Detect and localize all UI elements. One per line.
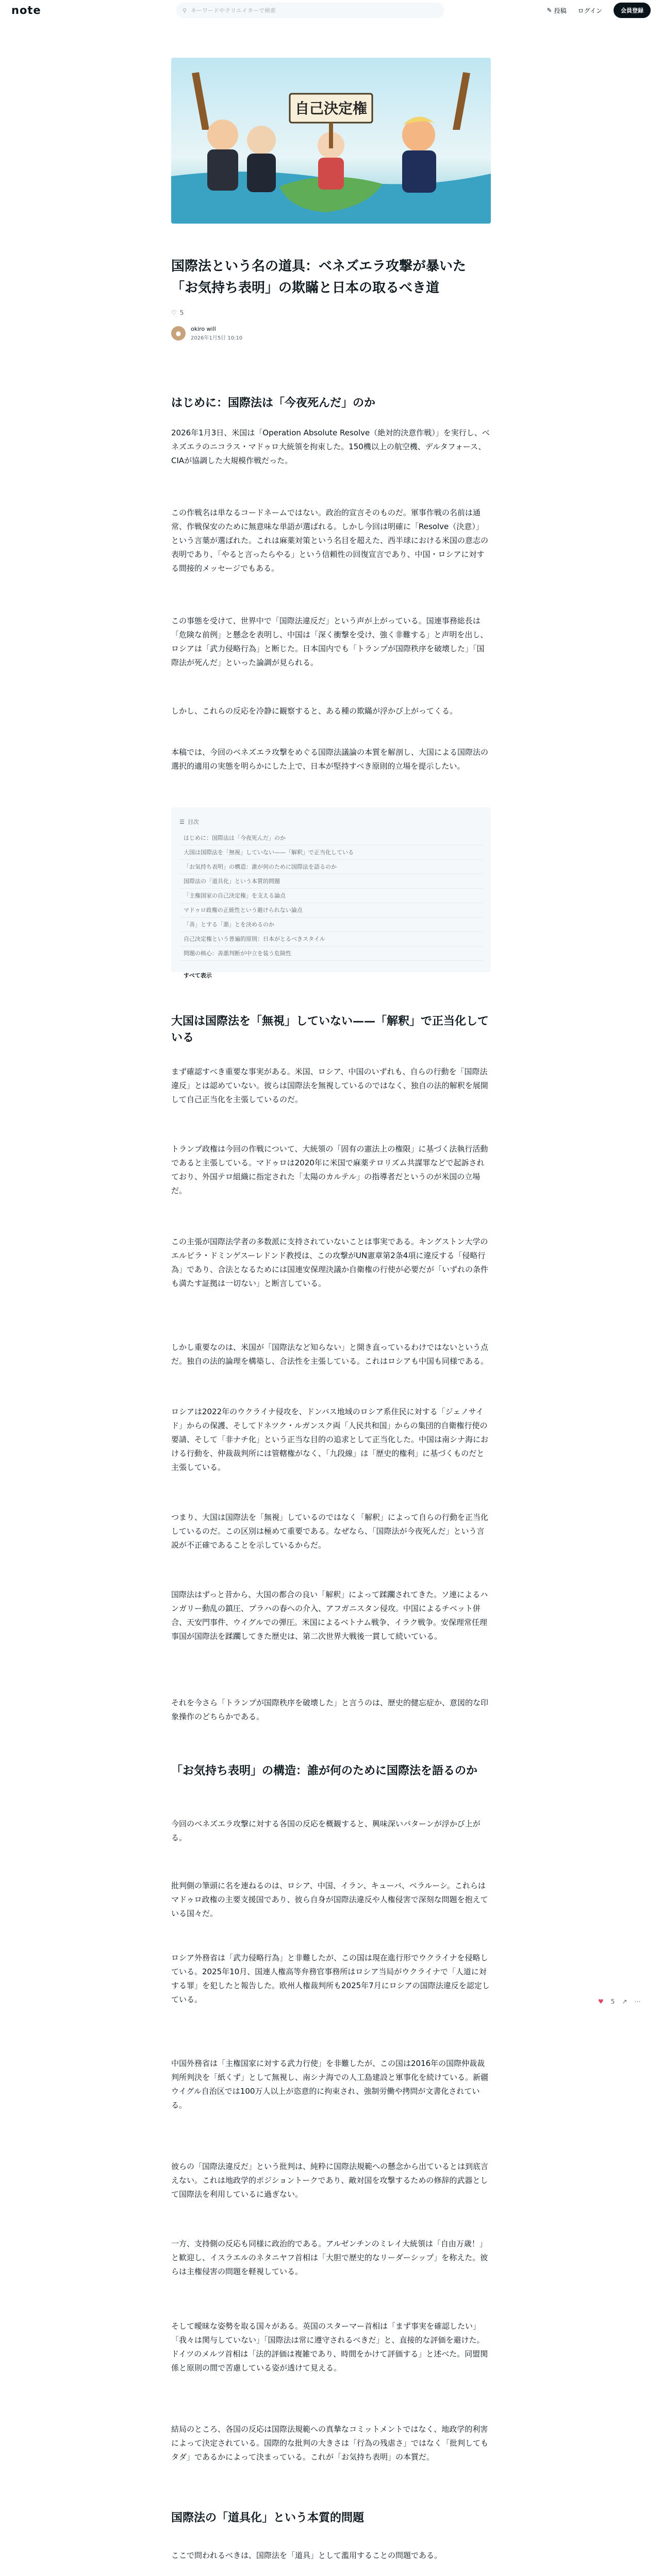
- search-icon: ⚲: [183, 7, 187, 14]
- paragraph: そして曖昧な姿勢を取る国々がある。英国のスターマー首相は「まず事実を確認したい」「我々は関与していない」「国際法は常に遵守されるべきだ」と、直接的な評価を避けた。ドイツのメルツ首相は「法的評価は複雑であり、時間をかけて評価する」と述べた。同盟関係と原則の間で苦慮している姿が透けて見える。: [171, 2321, 488, 2372]
- toc-item[interactable]: はじめに：国際法は「今夜死んだ」のか: [179, 831, 483, 845]
- list-icon: ☰: [179, 818, 185, 825]
- heart-icon[interactable]: ♡: [171, 309, 177, 316]
- paragraph: 2026年1月3日、米国は「Operation Absolute Resolve（絶対的決意作戦）」を実行し、ベネズエラのニコラス・マドゥロ大統領を拘束した。150機以上の航空機、デルタフォース、CIAが協調した大規模作戦だった。: [171, 428, 490, 465]
- paragraph: トランプ政権は今回の作戦について、大統領の「固有の憲法上の権限」に基づく法執行活動であると主張している。マドゥロは2020年に米国で麻薬テロリズム共謀罪などで起訴されており、外国テロ組織に指定された「太陽のカルテル」の指導者だというのが米国の立場だ。: [171, 1144, 488, 1195]
- publish-date: 2026年1月5日 10:10: [191, 335, 243, 341]
- paragraph: 彼らの「国際法違反だ」という批判は、純粋に国際法規範への懸念から出ているとは到底言えない。これは地政学的ポジショントークであり、敵対国を攻撃するための修辞的武器として国際法を利用しているに過ぎない。: [171, 2162, 489, 2199]
- paragraph: ロシア外務省は「武力侵略行為」と非難したが、この国は現在進行形でウクライナを侵略している。2025年10月、国連人権高等弁務官事務所はロシア当局がウクライナで「人道に対する罪」を犯したと報告した。欧州人権裁判所も2025年7月にロシアの国際法違反を認定している。: [171, 1953, 490, 2004]
- login-link[interactable]: ログイン: [577, 7, 602, 14]
- section-1: [171, 395, 491, 412]
- share-icon[interactable]: ↗: [622, 1998, 627, 2005]
- search-input[interactable]: キーワードやクリエイターで検索: [191, 7, 276, 14]
- paragraph: 批判側の筆頭に名を連ねるのは、ロシア、中国、イラン、キューバ、ベラルーシ。これらはマドゥロ政権の主要支援国であり、彼ら自身が国際法違反や人権侵害で深刻な問題を抱えている国々だ。: [171, 1881, 488, 1918]
- author-name[interactable]: okiro will: [191, 326, 216, 332]
- search-box[interactable]: [176, 3, 444, 18]
- paragraph: この作戦名は単なるコードネームではない。政治的宣言そのものだ。軍事作戦の名前は通常、作戦保安のために無意味な単語が選ばれる。しかし今回は明確に「Resolve（決意）」という言葉が選ばれた。これは麻薬対策という名目を超えた、西半球における米国の意志の表明であり、「やると言ったらやる」という信頼性の回復宣言であり、中国・ロシアに対する間接的メッセージでもある。: [171, 508, 489, 573]
- like-area[interactable]: [171, 309, 491, 316]
- paragraph: しかし、これらの反応を冷静に観察すると、ある種の欺瞞が浮かび上がってくる。: [171, 706, 458, 716]
- paragraph: 結局のところ、各国の反応は国際法規範への真摯なコミットメントではなく、地政学的利害によって決定されている。国際的な批判の大きさは「行為の残虐さ」ではなく「批判してもタダ」であるかによって決まっている。これが「お気持ち表明」の本質だ。: [171, 2425, 489, 2462]
- eyecatch-illustration: [171, 58, 491, 224]
- article-main: [171, 58, 491, 2560]
- toc-item[interactable]: 大国は国際法を「無視」していない——「解釈」で正当化している: [179, 845, 483, 860]
- toc-item[interactable]: マドゥロ政権の正統性という避けられない論点: [179, 903, 483, 918]
- paragraph: 今回のベネズエラ攻撃に対する各国の反応を概観すると、興味深いパターンが浮かび上がる。: [171, 1819, 481, 1842]
- section-3: [171, 1763, 491, 1780]
- paragraph: 中国外務省は「主権国家に対する武力行使」を非難したが、この国は2016年の国際仲裁裁判所判決を「紙くず」として無視し、南シナ海での人工島建設と軍事化を続けている。新疆ウイグル自治区では100万人以上が恣意的に拘束され、強制労働や拷問が文書化されている。: [171, 2059, 489, 2110]
- toc-item[interactable]: 自己決定権という普遍的原則：日本がとるべきスタイル: [179, 932, 483, 946]
- eyecatch-sign-text: 自己決定権: [294, 100, 368, 117]
- section-4: [171, 2510, 491, 2527]
- paragraph: ここで問われるべきは、国際法を「道具」として濫用することの問題である。: [171, 2551, 442, 2560]
- avatar[interactable]: ●: [171, 326, 186, 341]
- toc-item[interactable]: 「お気持ち表明」の構造：誰が何のために国際法を語るのか: [179, 860, 483, 874]
- section-heading: はじめに：国際法は「今夜死んだ」のか: [171, 397, 376, 410]
- toc-item[interactable]: 「善」とする「悪」とを決めるのか: [179, 918, 483, 932]
- paragraph: それを今さら「トランプが国際秩序を破壊した」と言うのは、歴史的健忘症か、意図的な印象操作のどちらかである。: [171, 1698, 489, 1721]
- toc-item[interactable]: 「主権国家の自己決定権」を支える論点: [179, 889, 483, 903]
- section-heading: 大国は国際法を「無視」していない——「解釈」で正当化している: [171, 1015, 489, 1044]
- note-logo[interactable]: note: [11, 4, 41, 16]
- article-title: 国際法という名の道具：ベネズエラ攻撃が暴いた「お気持ち表明」の欺瞞と日本の取るべき道: [171, 259, 467, 296]
- paragraph: しかし重要なのは、米国が「国際法など知らない」と開き直っているわけではないという点だ。独自の法的論理を構築し、合法性を主張している。これはロシアも中国も同様である。: [171, 1343, 489, 1366]
- paragraph: ロシアは2022年のウクライナ侵攻を、ドンバス地域のロシア系住民に対する「ジェノサイド」からの保護、そしてドネツク・ルガンスク両「人民共和国」からの集団的自衛権行使の要請、そして「非ナチ化」という正当な目的の追求として正当化した。中国は南シナ海における行動を、仲裁裁判所には管轄権がなく、「九段線」は「歴史的権利」に基づくものだと主張している。: [171, 1407, 489, 1472]
- paragraph: 一方、支持側の反応も同様に政治的である。アルゼンチンのミレイ大統領は「自由万歳！」と歓迎し、イスラエルのネタニヤフ首相は「大胆で歴史的なリーダーシップ」を称えた。彼らは主権侵害の問題を軽視している。: [171, 2239, 488, 2276]
- paragraph: 国際法はずっと昔から、大国の都合の良い「解釈」によって蹂躙されてきた。ソ連によるハンガリー動乱の鎮圧、プラハの春への介入、アフガニスタン侵攻。中国によるチベット併合、天安門事件、ウイグルでの弾圧。米国によるベトナム戦争、イラク戦争。安保理常任理事国が国際法を蹂躙してきた歴史は、第二次世界大戦後一貫して続いている。: [171, 1590, 488, 1641]
- post-button[interactable]: ✎ 投稿: [547, 7, 567, 14]
- paragraph: まず確認すべき重要な事実がある。米国、ロシア、中国のいずれも、自らの行動を「国際法違反」とは認めていない。彼らは国際法を無視しているのではなく、独自の法的解釈を展開して自己正当化を主張しているのだ。: [171, 1067, 488, 1104]
- signup-button[interactable]: 会員登録: [614, 3, 651, 18]
- paragraph: つまり、大国は国際法を「無視」しているのではなく「解釈」によって自らの行動を正当化しているのだ。この区別は極めて重要である。なぜなら、「国際法が今夜死んだ」という言説が不正確であることを示しているからだ。: [171, 1513, 489, 1550]
- section-2: [171, 1013, 491, 1046]
- pen-icon: ✎: [547, 7, 552, 14]
- like-count: 5: [179, 309, 184, 316]
- author-block[interactable]: [171, 326, 491, 341]
- like-count: 5: [610, 1998, 615, 2005]
- paragraph: 本稿では、今回のベネズエラ攻撃をめぐる国際法議論の本質を解剖し、大国による国際法の選択的適用の実態を明らかにした上で、日本が堅持すべき原則的立場を提示したい。: [171, 748, 489, 771]
- toc-show-all-button[interactable]: すべて表示: [184, 972, 212, 979]
- eyecatch-image: [171, 58, 491, 224]
- paragraph: この主張が国際法学者の多数派に支持されていないことは事実である。キングストン大学のエルビラ・ドミンゲスーレドンド教授は、この攻撃がUN憲章第2条4項に違反する「侵略行為」であり、合法となるためには国連安保理決議か自衛権の行使が必要だが「いずれの条件も満たす証拠は一切ない」と断言している。: [171, 1237, 489, 1288]
- section-heading: 国際法の「道具化」という本質的問題: [171, 2512, 365, 2524]
- toc-item[interactable]: 国際法の「道具化」という本質的問題: [179, 874, 483, 889]
- floating-actions: [598, 1998, 640, 2005]
- more-icon[interactable]: ⋯: [634, 1998, 641, 2005]
- section-heading: 「お気持ち表明」の構造：誰が何のために国際法を語るのか: [171, 1765, 478, 1777]
- paragraph: この事態を受けて、世界中で「国際法違反だ」という声が上がっている。国連事務総長は「危険な前例」と懸念を表明し、中国は「深く衝撃を受け、強く非難する」と声明を出し、ロシアは「武力侵略行為」と断じた。日本国内でも「トランプが国際秩序を破壊した」「国際法が死んだ」といった論調が見られる。: [171, 616, 488, 667]
- heart-icon[interactable]: ♥: [598, 1998, 604, 2005]
- site-header: [0, 0, 662, 21]
- toc-header: ☰ 目次: [179, 818, 199, 825]
- table-of-contents: [171, 807, 491, 979]
- toc-item[interactable]: 問題の核心：善悪判断が中立を装う危険性: [179, 946, 483, 961]
